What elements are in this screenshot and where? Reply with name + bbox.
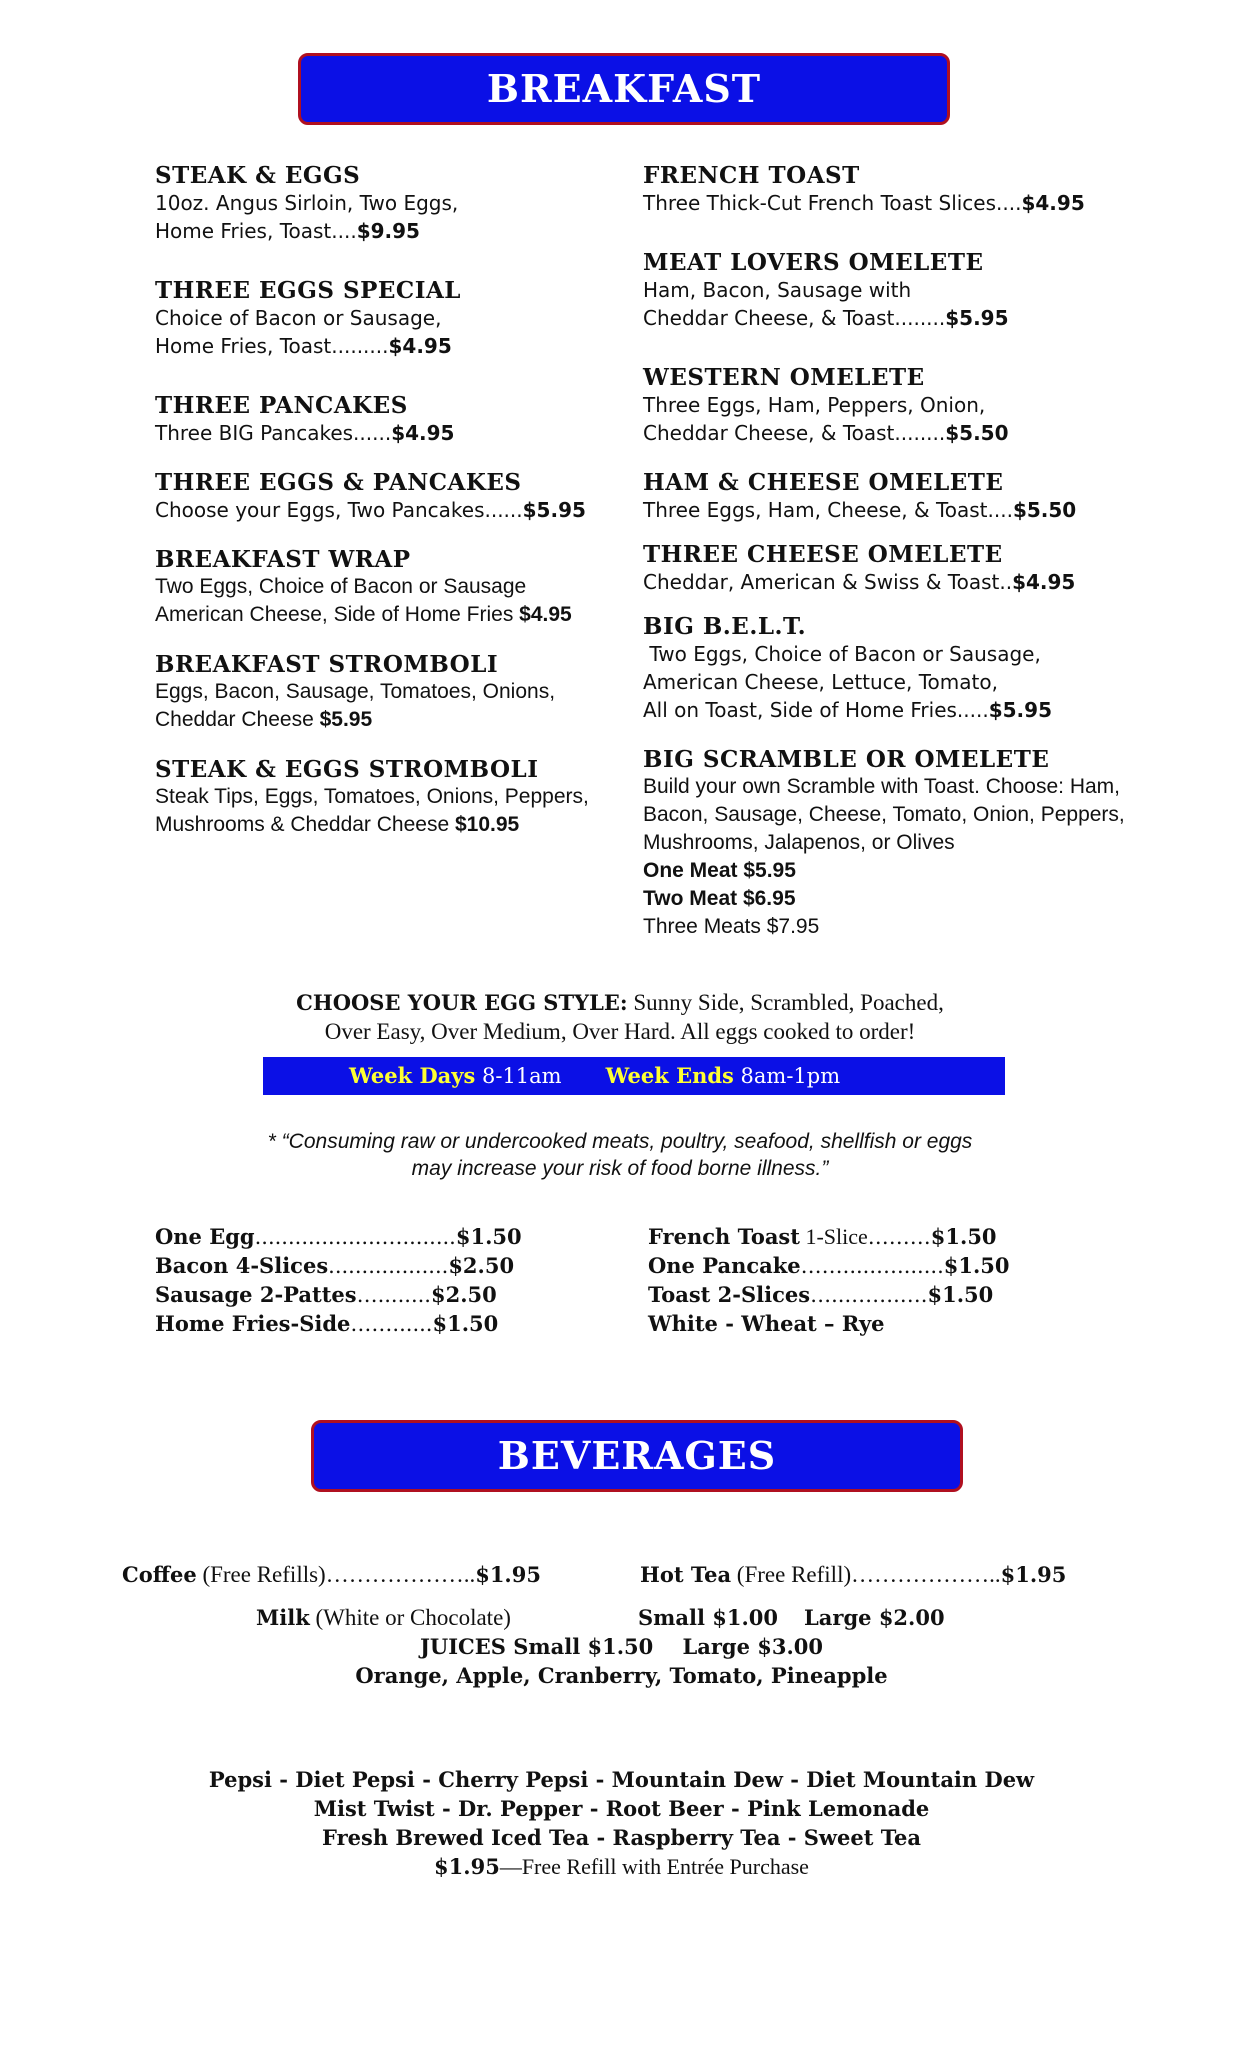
item-desc: Two Eggs, Choice of Bacon or Sausage,	[643, 642, 1041, 666]
option-one-meat: One Meat $5.95	[643, 859, 796, 882]
item-title: BREAKFAST STROMBOLI	[155, 651, 499, 678]
soda-line: Mist Twist - Dr. Pepper - Root Beer - Pink Lemonade	[313, 1796, 930, 1821]
warning-line: may increase your risk of food borne illness.”	[411, 1157, 829, 1180]
item-price: $5.95	[522, 498, 586, 522]
item-price: $5.95	[988, 698, 1052, 722]
item-price: $9.95	[356, 219, 420, 243]
refill-text: —Free Refill with Entrée Purchase	[499, 1854, 809, 1879]
item-desc: Ham, Bacon, Sausage with	[643, 278, 912, 302]
milk-large: Large $2.00	[804, 1605, 945, 1630]
item-desc: Three Thick-Cut French Toast Slices....	[643, 191, 1022, 215]
menu-item-french-toast	[643, 162, 1085, 217]
item-title: HAM & CHEESE OMELETE	[643, 469, 1004, 496]
item-title: THREE PANCAKES	[155, 392, 408, 419]
soda-line: Fresh Brewed Iced Tea - Raspberry Tea - Sweet Tea	[322, 1825, 921, 1850]
item-desc: Cheddar Cheese, & Toast........	[643, 421, 946, 445]
milk-note: (White or Chocolate)	[309, 1605, 511, 1630]
milk-small: Small $1.00	[638, 1605, 779, 1630]
side-item: Home Fries-Side……......$1.50	[155, 1311, 499, 1336]
item-desc: All on Toast, Side of Home Fries.....	[643, 698, 989, 722]
menu-item-meat-lovers-omelete	[643, 249, 1009, 332]
soda-line: Pepsi - Diet Pepsi - Cherry Pepsi - Mountain Dew - Diet Mountain Dew	[208, 1767, 1035, 1792]
item-desc: Mushrooms & Cheddar Cheese	[155, 813, 455, 836]
tea-name: Hot Tea	[640, 1562, 732, 1587]
item-price: $5.50	[945, 421, 1009, 445]
coffee-note: (Free Refills)	[196, 1562, 326, 1587]
item-desc: Two Eggs, Choice of Bacon or Sausage	[155, 575, 527, 598]
item-desc: Home Fries, Toast....	[155, 219, 357, 243]
menu-item-breakfast-wrap	[155, 546, 572, 629]
item-title: BIG B.E.L.T.	[643, 613, 807, 640]
weekends-label: Week Ends	[605, 1063, 734, 1088]
item-desc: Eggs, Bacon, Sausage, Tomatoes, Onions,	[155, 680, 556, 703]
coffee-line: Coffee (Free Refills)………………..$1.95	[122, 1562, 541, 1587]
egg-style-label: CHOOSE YOUR EGG STYLE:	[296, 990, 628, 1015]
item-price: $4.95	[391, 421, 455, 445]
beverages-banner: BEVERAGES	[311, 1420, 963, 1492]
food-warning	[220, 1128, 1020, 1182]
hours-bar	[263, 1057, 1005, 1095]
hot-tea-line: Hot Tea (Free Refill)………………..$1.95	[640, 1562, 1067, 1587]
menu-item-big-belt	[643, 613, 1052, 724]
weekdays-label: Week Days	[349, 1063, 476, 1088]
item-price: $4.95	[1021, 191, 1085, 215]
sides-right	[648, 1222, 1010, 1338]
item-desc: Home Fries, Toast.........	[155, 334, 389, 358]
item-desc: Three BIG Pancakes......	[155, 421, 392, 445]
item-title: MEAT LOVERS OMELETE	[643, 249, 984, 276]
sides-left	[155, 1222, 522, 1338]
item-title: STEAK & EGGS	[155, 162, 361, 189]
juices-line: JUICES Small $1.50 Large $3.00	[419, 1634, 824, 1659]
item-price: $10.95	[454, 813, 520, 836]
tea-price: $1.95	[1000, 1562, 1067, 1587]
coffee-name: Coffee	[122, 1562, 197, 1587]
item-title: WESTERN OMELETE	[643, 364, 925, 391]
side-item: Sausage 2-Pattes…........$2.50	[155, 1282, 497, 1307]
refill-line	[0, 1852, 1243, 1882]
item-price: $4.95	[519, 603, 572, 626]
item-price: $5.95	[945, 306, 1009, 330]
item-desc: 10oz. Angus Sirloin, Two Eggs,	[155, 191, 459, 215]
juice-flavors: Orange, Apple, Cranberry, Tomato, Pineapple	[355, 1663, 888, 1688]
weekends-time: 8am-1pm	[733, 1064, 841, 1088]
menu-item-three-eggs-special	[155, 277, 461, 360]
item-desc: American Cheese, Lettuce, Tomato,	[643, 670, 998, 694]
menu-item-breakfast-stromboli	[155, 651, 555, 734]
item-title: BREAKFAST WRAP	[155, 546, 411, 573]
menu-item-ham-cheese-omelete	[643, 469, 1076, 524]
warning-line: * “Consuming raw or undercooked meats, poultry, seafood, shellfish or eggs	[267, 1130, 973, 1153]
side-item: French Toast 1-Slice………$1.50	[648, 1224, 997, 1249]
item-title: FRENCH TOAST	[643, 162, 860, 189]
side-item: White - Wheat – Rye	[648, 1311, 885, 1336]
side-item: Bacon 4-Slices..................$2.50	[155, 1253, 515, 1278]
item-desc: Steak Tips, Eggs, Tomatoes, Onions, Peppers,	[155, 785, 589, 808]
side-item: Toast 2-Slices…...…….….$1.50	[648, 1282, 994, 1307]
item-desc: Bacon, Sausage, Cheese, Tomato, Onion, Peppers,	[643, 803, 1125, 826]
item-title: THREE EGGS SPECIAL	[155, 277, 461, 304]
item-desc: Build your own Scramble with Toast. Choose: Ham,	[643, 775, 1120, 798]
item-desc: Three Eggs, Ham, Peppers, Onion,	[643, 393, 986, 417]
item-desc: Choice of Bacon or Sausage,	[155, 306, 442, 330]
breakfast-banner: BREAKFAST	[298, 53, 950, 125]
item-desc: American Cheese, Side of Home Fries	[155, 603, 520, 626]
egg-style-note	[170, 988, 1070, 1046]
milk-name: Milk	[256, 1605, 310, 1630]
milk-line	[256, 1603, 511, 1632]
menu-item-three-cheese-omelete	[643, 541, 1075, 596]
item-title: STEAK & EGGS STROMBOLI	[155, 756, 539, 783]
item-desc: Three Eggs, Ham, Cheese, & Toast....	[643, 498, 1013, 522]
option-three-meats: Three Meats $7.95	[643, 915, 820, 938]
item-title: THREE EGGS & PANCAKES	[155, 469, 522, 496]
side-item: One Egg...................…........$1.50	[155, 1224, 522, 1249]
tea-note: (Free Refill)	[731, 1562, 852, 1587]
item-desc: Cheddar Cheese	[155, 708, 320, 731]
menu-item-western-omelete	[643, 364, 1009, 447]
item-price: $4.95	[1012, 570, 1076, 594]
menu-item-steak-eggs	[155, 162, 458, 245]
menu-item-big-scramble	[643, 746, 1125, 941]
item-title: THREE CHEESE OMELETE	[643, 541, 1003, 568]
side-item: One Pancake…….....….......$1.50	[648, 1253, 1010, 1278]
item-desc: Choose your Eggs, Two Pancakes......	[155, 498, 523, 522]
menu-item-three-pancakes	[155, 392, 454, 447]
egg-style-text: Over Easy, Over Medium, Over Hard. All eggs cooked to order!	[324, 1019, 916, 1044]
option-two-meat: Two Meat $6.95	[643, 887, 796, 910]
item-price: $5.95	[319, 708, 373, 731]
item-price: $4.95	[388, 334, 452, 358]
menu-item-steak-eggs-stromboli	[155, 756, 589, 839]
menu-item-three-eggs-pancakes	[155, 469, 586, 524]
item-desc: Cheddar Cheese, & Toast........	[643, 306, 946, 330]
egg-style-text: Sunny Side, Scrambled, Poached,	[627, 990, 944, 1015]
milk-prices	[638, 1603, 945, 1632]
item-title: BIG SCRAMBLE OR OMELETE	[643, 746, 1050, 773]
item-price: $5.50	[1012, 498, 1077, 522]
refill-price: $1.95	[434, 1854, 500, 1879]
item-desc: Mushrooms, Jalapenos, or Olives	[643, 831, 955, 854]
weekdays-time: 8-11am	[475, 1064, 562, 1088]
coffee-price: $1.95	[475, 1562, 541, 1587]
item-desc: Cheddar, American & Swiss & Toast..	[643, 570, 1013, 594]
